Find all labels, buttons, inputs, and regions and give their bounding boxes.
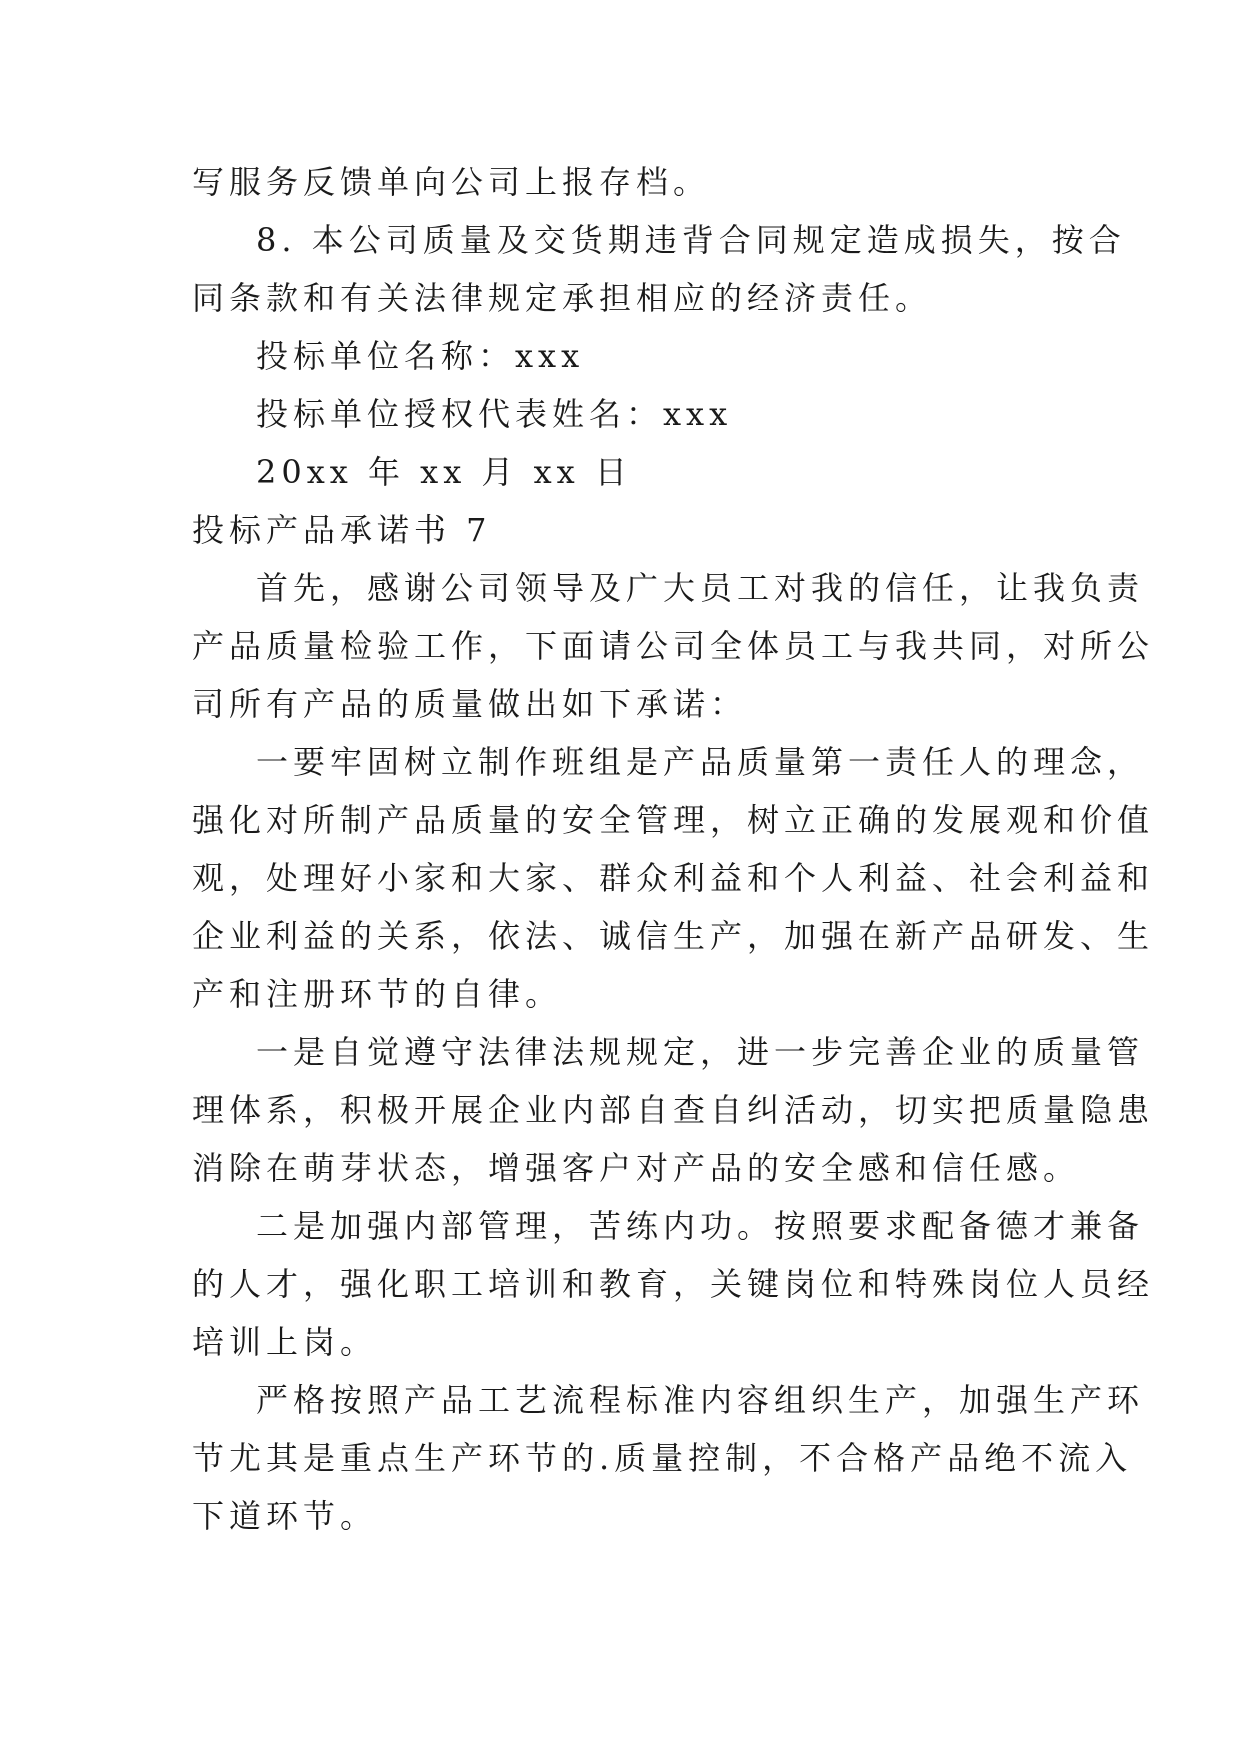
text-line: 投标单位授权代表姓名：xxx <box>256 395 733 433</box>
text-line: 一要牢固树立制作班组是产品质量第一责任人的理念， <box>256 743 1145 781</box>
text-line: 首先，感谢公司领导及广大员工对我的信任，让我负责 <box>256 569 1145 607</box>
text-line: 投标单位名称：xxx <box>256 337 585 375</box>
text-line: 下道环节。 <box>192 1497 378 1535</box>
text-line: 司所有产品的质量做出如下承诺： <box>192 685 748 723</box>
text-line: 二是加强内部管理，苦练内功。按照要求配备德才兼备 <box>256 1207 1145 1245</box>
text-line: 观，处理好小家和大家、群众利益和个人利益、社会利益和 <box>192 859 1155 897</box>
text-line: 8. 本公司质量及交货期违背合同规定造成损失，按合 <box>256 221 1126 259</box>
text-line: 的人才，强化职工培训和教育，关键岗位和特殊岗位人员经 <box>192 1265 1155 1303</box>
text-line: 写服务反馈单向公司上报存档。 <box>192 163 711 201</box>
text-line: 节尤其是重点生产环节的.质量控制，不合格产品绝不流入 <box>192 1439 1133 1477</box>
text-line: 严格按照产品工艺流程标准内容组织生产，加强生产环 <box>256 1381 1145 1419</box>
text-line: 消除在萌芽状态，增强客户对产品的安全感和信任感。 <box>192 1149 1081 1187</box>
text-line: 培训上岗。 <box>192 1323 378 1361</box>
text-line: 20xx 年 xx 月 xx 日 <box>256 453 632 491</box>
text-line: 强化对所制产品质量的安全管理，树立正确的发展观和价值 <box>192 801 1155 839</box>
text-line: 同条款和有关法律规定承担相应的经济责任。 <box>192 279 933 317</box>
text-line: 理体系，积极开展企业内部自查自纠活动，切实把质量隐患 <box>192 1091 1155 1129</box>
section-heading: 投标产品承诺书 7 <box>192 511 492 549</box>
text-line: 一是自觉遵守法律法规规定，进一步完善企业的质量管 <box>256 1033 1145 1071</box>
text-line: 产品质量检验工作，下面请公司全体员工与我共同，对所公 <box>192 627 1155 665</box>
text-line: 企业利益的关系，依法、诚信生产，加强在新产品研发、生 <box>192 917 1155 955</box>
text-line: 产和注册环节的自律。 <box>192 975 563 1013</box>
